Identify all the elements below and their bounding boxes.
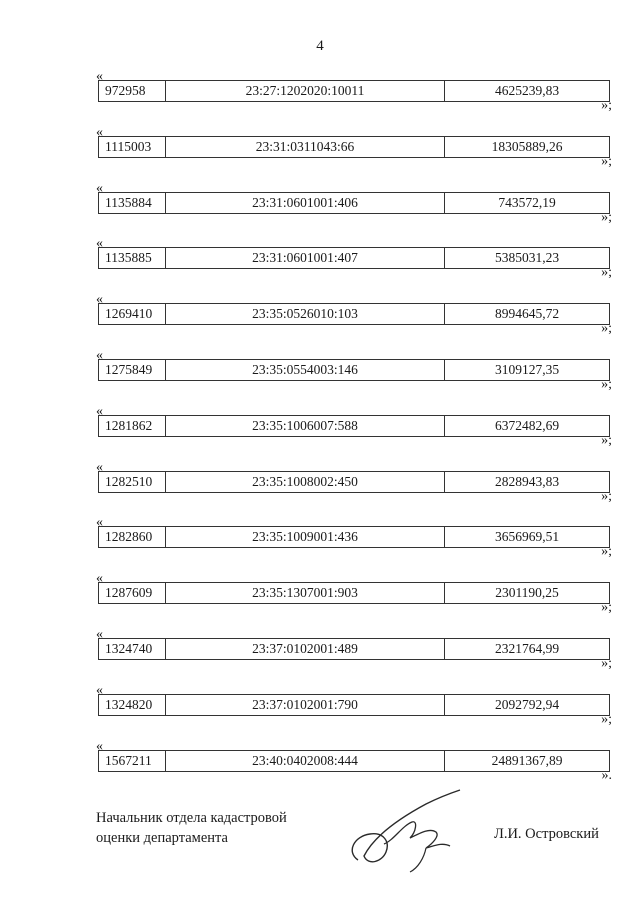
- cadastral-number-cell: 23:35:1307001:903: [166, 583, 445, 603]
- opening-quote: «: [96, 124, 103, 140]
- opening-quote: «: [96, 69, 103, 84]
- opening-quote: «: [96, 515, 103, 531]
- cadastral-value-cell: 4625239,83: [494, 83, 560, 98]
- closing-quote: »;: [601, 488, 612, 504]
- opening-quote: «: [96, 459, 103, 475]
- closing-quote: »;: [601, 711, 612, 727]
- cadastral-value-cell: 2828943,83: [494, 473, 560, 489]
- opening-quote: «: [96, 180, 103, 196]
- record-block: [96, 349, 612, 399]
- opening-quote: «: [96, 236, 103, 252]
- table-row: [98, 80, 610, 102]
- table-row: [98, 247, 610, 269]
- record-block: [96, 126, 612, 176]
- record-id-cell: 1324740: [99, 639, 166, 659]
- record-block: [96, 70, 612, 120]
- table-row: [98, 415, 610, 437]
- closing-quote: »;: [601, 600, 612, 616]
- cadastral-value-cell: 6372482,69: [494, 417, 560, 433]
- record-id-cell: 1324820: [99, 695, 166, 715]
- opening-quote: «: [96, 738, 103, 754]
- record-id-cell: 1135885: [99, 248, 166, 268]
- cadastral-number-cell: 23:27:1202020:10011: [166, 81, 445, 101]
- record-block: [96, 572, 612, 622]
- record-block: [96, 516, 612, 566]
- cadastral-number-cell: 23:35:1008002:450: [166, 472, 445, 492]
- cadastral-value-cell: 24891367,89: [491, 752, 563, 768]
- table-row: [98, 192, 610, 214]
- table-row: [98, 526, 610, 548]
- record-id-cell: 1281862: [99, 416, 166, 436]
- closing-quote: »;: [601, 544, 612, 560]
- record-id-cell: 1567211: [99, 751, 166, 771]
- closing-quote: »;: [601, 98, 612, 113]
- cadastral-number-cell: 23:40:0402008:444: [166, 751, 445, 771]
- closing-quote: »;: [601, 377, 612, 392]
- opening-quote: «: [96, 571, 103, 587]
- signer-position-line-2: оценки департамента: [96, 830, 228, 846]
- table-row: [98, 303, 610, 325]
- cadastral-value-cell: 743572,19: [498, 194, 556, 210]
- record-block: [96, 293, 612, 343]
- signer-position-line-1: Начальник отдела кадастровой: [96, 810, 287, 826]
- record-block: [96, 628, 612, 678]
- cadastral-value-cell: 2301190,25: [495, 585, 559, 601]
- cadastral-value-cell: 2321764,99: [494, 641, 560, 656]
- opening-quote: «: [96, 348, 103, 363]
- record-id-cell: 1275849: [99, 360, 166, 380]
- table-row: [98, 694, 610, 716]
- cadastral-number-cell: 23:31:0601001:407: [166, 248, 445, 268]
- record-id-cell: 1269410: [99, 304, 166, 324]
- cadastral-value-cell: 5385031,23: [494, 250, 560, 266]
- cadastral-number-cell: 23:31:0601001:406: [166, 193, 445, 213]
- cadastral-value-cell: 18305889,26: [491, 138, 563, 154]
- record-id-cell: 1135884: [99, 193, 166, 213]
- cadastral-number-cell: 23:37:0102001:489: [166, 639, 445, 659]
- record-id-cell: 972958: [99, 81, 166, 101]
- record-block: [96, 237, 612, 287]
- cadastral-value-cell: 8994645,72: [494, 306, 560, 322]
- closing-quote: »;: [601, 153, 612, 169]
- record-id-cell: 1282510: [99, 472, 166, 492]
- cadastral-number-cell: 23:37:0102001:790: [166, 695, 445, 715]
- cadastral-number-cell: 23:35:1006007:588: [166, 416, 445, 436]
- table-row: [98, 471, 610, 493]
- signer-name: Л.И. Островский: [494, 826, 599, 842]
- table-row: [98, 136, 610, 158]
- opening-quote: «: [96, 403, 103, 419]
- cadastral-number-cell: 23:31:0311043:66: [166, 137, 445, 157]
- cadastral-number-cell: 23:35:0554003:146: [166, 360, 445, 380]
- record-id-cell: 1287609: [99, 583, 166, 603]
- cadastral-number-cell: 23:35:1009001:436: [166, 527, 445, 547]
- opening-quote: «: [96, 292, 103, 308]
- table-row: [98, 750, 610, 772]
- page-number: 4: [316, 38, 324, 54]
- closing-quote: »;: [601, 265, 612, 281]
- closing-quote: »;: [601, 321, 612, 337]
- cadastral-number-cell: 23:35:0526010:103: [166, 304, 445, 324]
- opening-quote: «: [96, 682, 103, 698]
- table-row: [98, 359, 610, 381]
- closing-quote: »;: [601, 656, 612, 671]
- record-block: [96, 405, 612, 455]
- table-row: [98, 638, 610, 660]
- table-row: [98, 582, 610, 604]
- record-id-cell: 1282860: [99, 527, 166, 547]
- cadastral-value-cell: 2092792,94: [494, 696, 560, 712]
- cadastral-value-cell: 3109127,35: [494, 362, 560, 377]
- record-block: [96, 182, 612, 232]
- record-id-cell: 1115003: [99, 137, 166, 157]
- cadastral-value-cell: 3656969,51: [494, 529, 560, 545]
- handwritten-signature: [340, 782, 480, 882]
- record-block: [96, 461, 612, 511]
- record-block: [96, 684, 612, 734]
- opening-quote: «: [96, 627, 103, 642]
- closing-quote: »;: [601, 432, 612, 448]
- closing-quote: ».: [601, 767, 612, 783]
- signer-position: [96, 808, 287, 848]
- closing-quote: »;: [601, 209, 612, 225]
